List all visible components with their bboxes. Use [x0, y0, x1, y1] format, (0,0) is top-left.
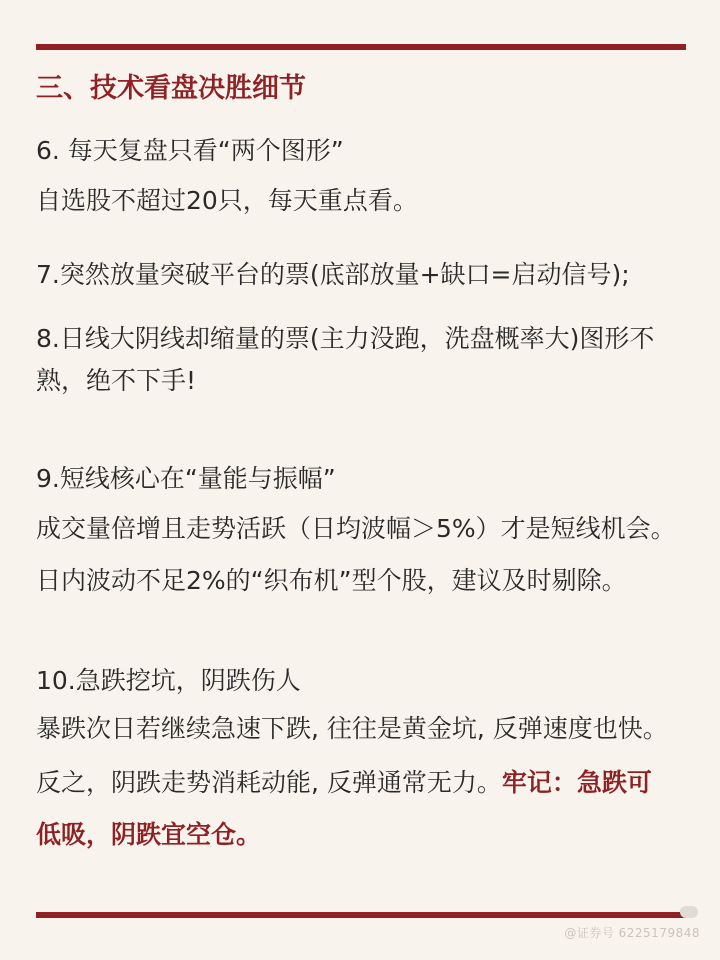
item-9-text-2: 日内波动不足2%的“织布机”型个股，建议及时剔除。	[36, 566, 627, 595]
bottom-divider	[36, 912, 686, 918]
item-8-text: 熟，绝不下手!	[36, 366, 197, 395]
item-8-title: 8.日线大阴线却缩量的票(主力没跑，洗盘概率大)图形不	[36, 324, 655, 353]
top-divider	[36, 44, 686, 50]
item-10-emphasis-2: 低吸，阴跌宜空仓。	[36, 820, 262, 849]
section-title: 三、技术看盘决胜细节	[36, 73, 306, 104]
item-9-title: 9.短线核心在“量能与振幅”	[36, 464, 336, 493]
item-9-text-1: 成交量倍增且走势活跃（日均波幅＞5%）才是短线机会。	[36, 514, 676, 543]
item-10-text-2	[36, 766, 652, 800]
item-10-text-1: 暴跌次日若继续急速下跌, 往往是黄金坑, 反弹速度也快。	[36, 714, 668, 743]
item-10-text-2-regular: 反之，阴跌走势消耗动能, 反弹通常无力。	[36, 768, 502, 797]
item-6-text: 自选股不超过20只，每天重点看。	[36, 186, 418, 215]
watermark: @证券号 6225179848	[564, 926, 700, 940]
item-10-title: 10.急跌挖坑，阴跌伤人	[36, 666, 301, 695]
item-7-title: 7.突然放量突破平台的票(底部放量+缺口=启动信号);	[36, 260, 630, 289]
watermark-logo-icon	[680, 906, 698, 918]
item-10-emphasis-1: 牢记：急跌可	[501, 768, 652, 797]
item-6-title: 6. 每天复盘只看“两个图形”	[36, 136, 344, 165]
